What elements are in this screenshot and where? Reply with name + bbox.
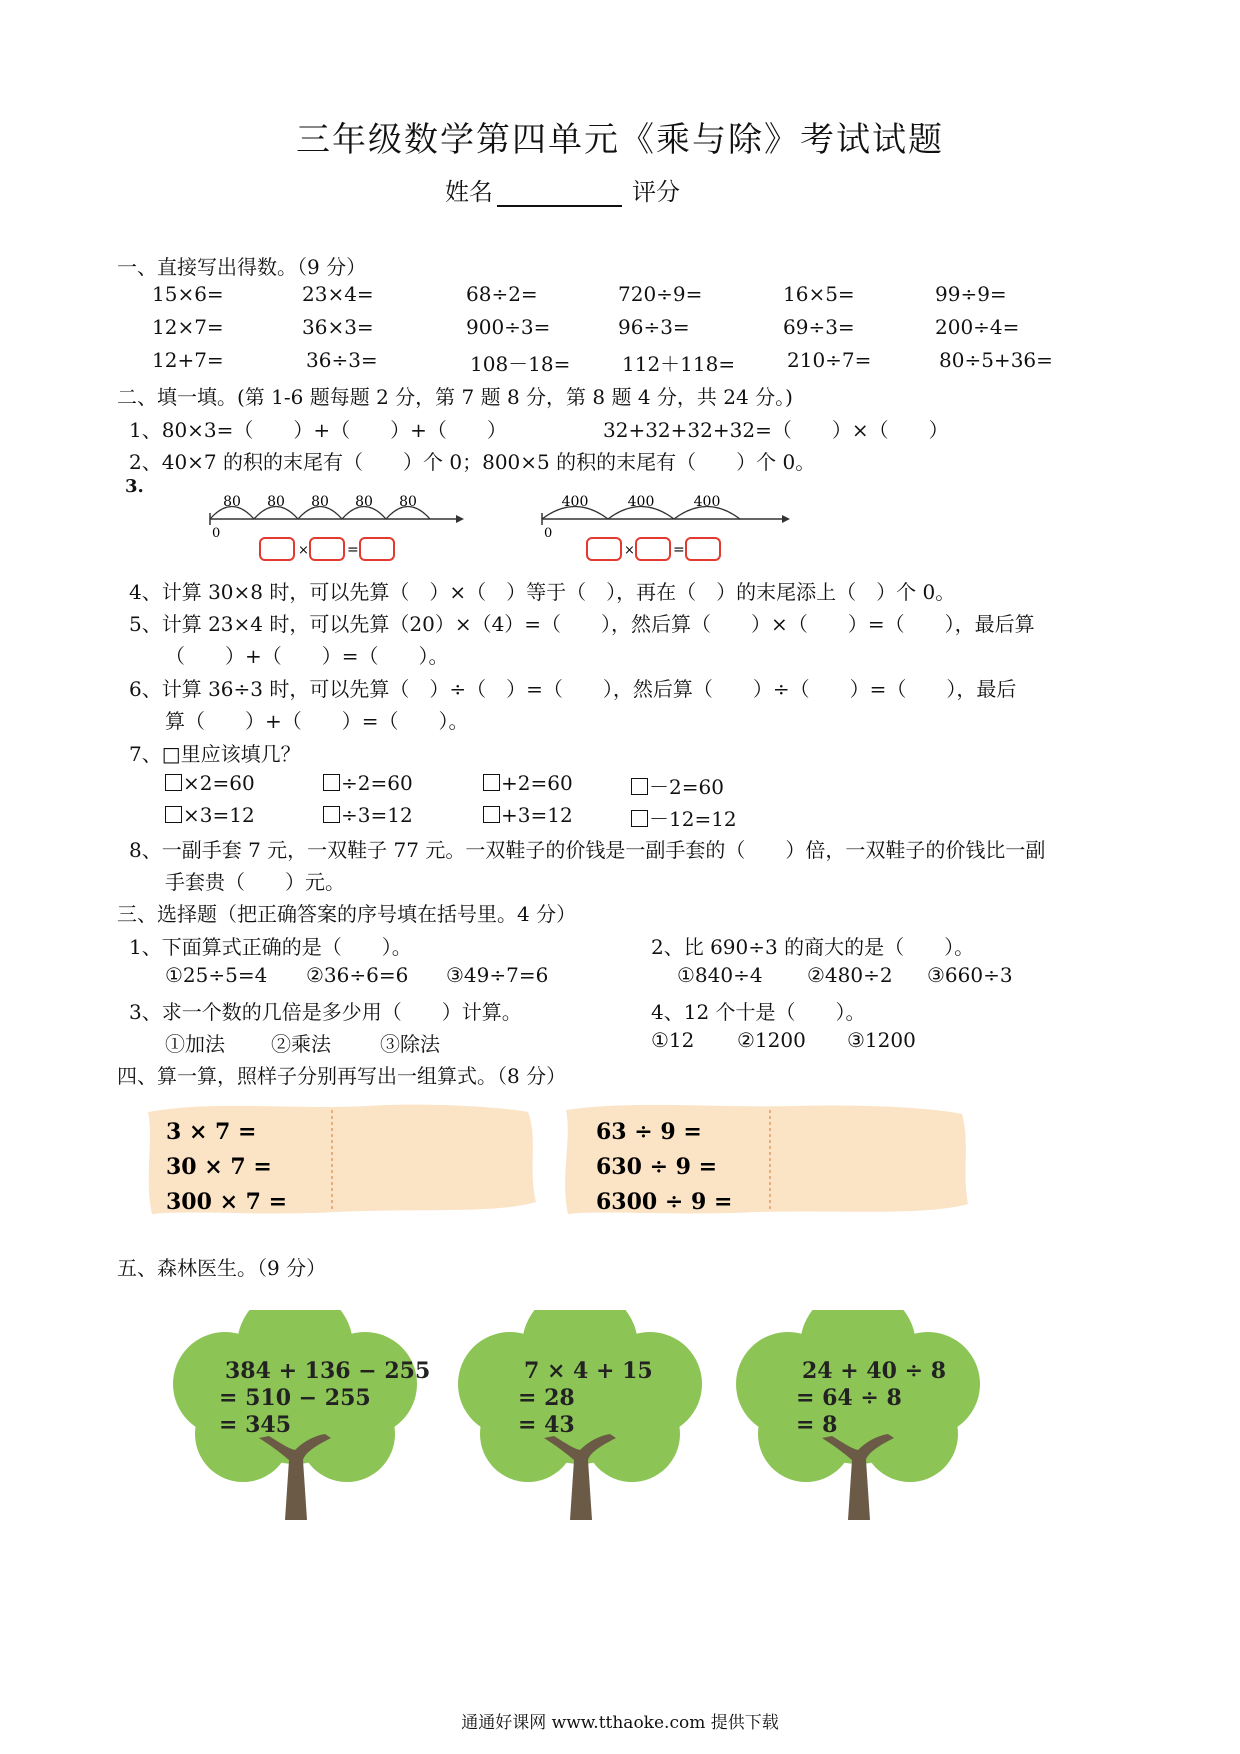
box-equation-text: +2=60 — [501, 771, 573, 795]
tree-calc-line: 24 + 40 ÷ 8 — [802, 1358, 947, 1384]
section-3-heading: 三、选择题（把正确答案的序号填在括号里。4 分） — [117, 902, 577, 926]
box-equation — [165, 771, 255, 795]
section-1-heading: 一、直接写出得数。（9 分） — [117, 255, 367, 279]
jump-label: 80 — [311, 494, 329, 510]
oral-calc-item: 12+7= — [152, 348, 224, 372]
calc-card-1 — [148, 1105, 536, 1215]
oral-calc-item: 15×6= — [152, 282, 224, 306]
nl1-blank-1[interactable] — [260, 538, 294, 560]
q2-4: 4、计算 30×8 时，可以先算（ ）×（ ）等于（ ），再在（ ）的末尾添上（ ）个 0。 — [129, 580, 956, 604]
q2-2: 2、40×7 的积的末尾有（ ）个 0；800×5 的积的末尾有（ ）个 0。 — [129, 450, 816, 474]
box-equation-text: －12=12 — [649, 807, 737, 831]
oral-calc-item: 112＋118= — [622, 352, 736, 376]
q2-1a: 1、80×3=（ ）+（ ）+（ ） — [129, 418, 507, 442]
nl1-blank-2[interactable] — [310, 538, 344, 560]
q2-3-label: 3. — [125, 476, 144, 497]
box-equation-text: ÷2=60 — [341, 771, 413, 795]
oral-calc-item: 200÷4= — [935, 315, 1020, 339]
name-score-row — [445, 172, 680, 207]
jump-label: 80 — [355, 494, 373, 510]
q3-4-opt-3[interactable]: ③1200 — [847, 1028, 916, 1052]
nl2-times: × — [624, 543, 635, 558]
nl2-blank-2[interactable] — [636, 538, 670, 560]
number-line-1 — [210, 494, 464, 560]
box-equation — [631, 771, 724, 800]
jump-label: 80 — [267, 494, 285, 510]
tree-calc-line: = 28 — [518, 1385, 575, 1411]
answer-box[interactable] — [483, 774, 500, 791]
tree-calc-line: = 510 − 255 — [219, 1385, 371, 1411]
answer-box[interactable] — [165, 806, 182, 823]
box-equation — [165, 803, 255, 827]
q2-8b: 手套贵（ ）元。 — [165, 870, 345, 894]
q3-2-opt-3[interactable]: ③660÷3 — [927, 963, 1013, 987]
doctor-tree — [458, 1310, 702, 1520]
oral-calc-item: 720÷9= — [618, 282, 703, 306]
box-equation-text: ÷3=12 — [341, 803, 413, 827]
q3-4-opt-1[interactable]: ①12 — [651, 1028, 695, 1052]
q3-1-opt-1[interactable]: ①25÷5=4 — [165, 963, 268, 987]
answer-box[interactable] — [483, 806, 500, 823]
q3-3-opt-2[interactable]: ②乘法 — [271, 1032, 331, 1056]
box-equation — [483, 803, 573, 827]
card2-line-1: 63 ÷ 9 = — [596, 1119, 702, 1145]
score-label: 评分 — [632, 178, 680, 206]
box-equation — [631, 803, 737, 832]
answer-box[interactable] — [165, 774, 182, 791]
oral-calc-item: 69÷3= — [783, 315, 855, 339]
number-line-2 — [542, 494, 790, 560]
q3-3-opt-3[interactable]: ③除法 — [380, 1032, 440, 1056]
box-equation-text: －2=60 — [649, 775, 724, 799]
answer-box[interactable] — [323, 806, 340, 823]
nl2-equals: = — [673, 542, 685, 558]
nl2-blank-1[interactable] — [587, 538, 621, 560]
answer-box[interactable] — [631, 778, 648, 795]
jump-label: 400 — [561, 494, 589, 510]
nl1-equals: = — [347, 542, 359, 558]
answer-box[interactable] — [323, 774, 340, 791]
q3-3: 3、求一个数的几倍是多少用（ ）计算。 — [129, 1000, 522, 1024]
oral-calc-item: 68÷2= — [466, 282, 538, 306]
oral-calc-item: 23×4= — [302, 282, 374, 306]
q2-6a: 6、计算 36÷3 时，可以先算（ ）÷（ ）=（ ），然后算（ ）÷（ ）=（ ），最后 — [129, 677, 1017, 701]
q3-1-opt-3[interactable]: ③49÷7=6 — [446, 963, 549, 987]
nl2-blank-3[interactable] — [686, 538, 720, 560]
nl1-times: × — [298, 543, 309, 558]
q3-4-opt-2[interactable]: ②1200 — [737, 1028, 806, 1052]
calc-card-2 — [565, 1105, 968, 1215]
answer-box[interactable] — [631, 810, 648, 827]
nl2-zero: 0 — [544, 526, 553, 541]
q2-5a: 5、计算 23×4 时，可以先算（20）×（4）=（ ），然后算（ ）×（ ）=（ ），最后算 — [129, 612, 1035, 636]
tree-calc-line: 7 × 4 + 15 — [524, 1358, 653, 1384]
tree-calc-line: = 8 — [796, 1412, 838, 1438]
oral-calc-item: 16×5= — [783, 282, 855, 306]
q3-1: 1、下面算式正确的是（ ）。 — [129, 935, 412, 959]
q3-2-opt-2[interactable]: ②480÷2 — [807, 963, 893, 987]
section-2-heading: 二、填一填。(第 1-6 题每题 2 分，第 7 题 8 分，第 8 题 4 分，共 24 分。) — [117, 385, 793, 409]
q2-6b: 算（ ）+（ ）=（ ）。 — [165, 709, 469, 733]
tree-calc-line: = 345 — [219, 1412, 292, 1438]
q3-1-opt-2[interactable]: ②36÷6=6 — [306, 963, 409, 987]
doctor-tree — [173, 1310, 430, 1520]
card2-line-2: 630 ÷ 9 = — [596, 1154, 718, 1180]
box-equation — [323, 771, 413, 795]
card1-line-3: 300 × 7 = — [166, 1189, 288, 1215]
section-5-heading: 五、森林医生。（9 分） — [117, 1256, 327, 1280]
oral-calc-item: 210÷7= — [787, 348, 872, 372]
jump-label: 80 — [223, 494, 241, 510]
q3-2-opt-1[interactable]: ①840÷4 — [677, 963, 763, 987]
q2-8a: 8、一副手套 7 元，一双鞋子 77 元。一双鞋子的价钱是一副手套的（ ）倍，一双鞋子的价钱比一副 — [129, 838, 1046, 862]
calc-cards — [136, 1098, 971, 1228]
oral-calc-item: 96÷3= — [618, 315, 690, 339]
box-equation-text: ×2=60 — [183, 771, 255, 795]
jump-label: 400 — [693, 494, 721, 510]
tree-calc-line: 384 + 136 − 255 — [225, 1358, 431, 1384]
name-input-line[interactable] — [497, 183, 622, 207]
oral-calc-item: 108－18= — [470, 352, 571, 376]
card2-line-3: 6300 ÷ 9 = — [596, 1189, 733, 1215]
oral-calc-item: 36×3= — [302, 315, 374, 339]
name-label: 姓名 — [445, 178, 493, 206]
oral-calc-item: 36÷3= — [306, 348, 378, 372]
q2-1b: 32+32+32+32=（ ）×（ ） — [603, 418, 949, 442]
box-equation-text: +3=12 — [501, 803, 573, 827]
box-equation — [483, 771, 573, 795]
oral-calc-item: 12×7= — [152, 315, 224, 339]
box-equation — [323, 803, 413, 827]
section-4-heading: 四、算一算，照样子分别再写出一组算式。（8 分） — [117, 1064, 567, 1088]
q3-4: 4、12 个十是（ ）。 — [651, 1000, 866, 1024]
q3-2: 2、比 690÷3 的商大的是（ ）。 — [651, 935, 975, 959]
q2-5b: （ ）+（ ）=（ ）。 — [165, 644, 449, 668]
jump-label: 80 — [399, 494, 417, 510]
oral-calc-item: 80÷5+36= — [939, 348, 1053, 372]
q2-7: 7、□里应该填几？ — [129, 742, 301, 766]
card1-line-1: 3 × 7 = — [166, 1119, 257, 1145]
doctor-trees — [170, 1310, 1020, 1520]
oral-calc-item: 900÷3= — [466, 315, 551, 339]
footer-text: 通通好课网 www.tthaoke.com 提供下载 — [461, 1713, 779, 1733]
tree-calc-line: = 64 ÷ 8 — [796, 1385, 902, 1411]
oral-calc-item: 99÷9= — [935, 282, 1007, 306]
nl1-zero: 0 — [212, 526, 221, 541]
number-line-diagrams — [200, 490, 800, 564]
box-equation-text: ×3=12 — [183, 803, 255, 827]
doctor-tree — [736, 1310, 980, 1520]
page-title: 三年级数学第四单元《乘与除》考试试题 — [296, 120, 944, 160]
card1-line-2: 30 × 7 = — [166, 1154, 272, 1180]
tree-calc-line: = 43 — [518, 1412, 575, 1438]
q3-3-opt-1[interactable]: ①加法 — [165, 1032, 225, 1056]
nl1-blank-3[interactable] — [360, 538, 394, 560]
jump-label: 400 — [627, 494, 655, 510]
